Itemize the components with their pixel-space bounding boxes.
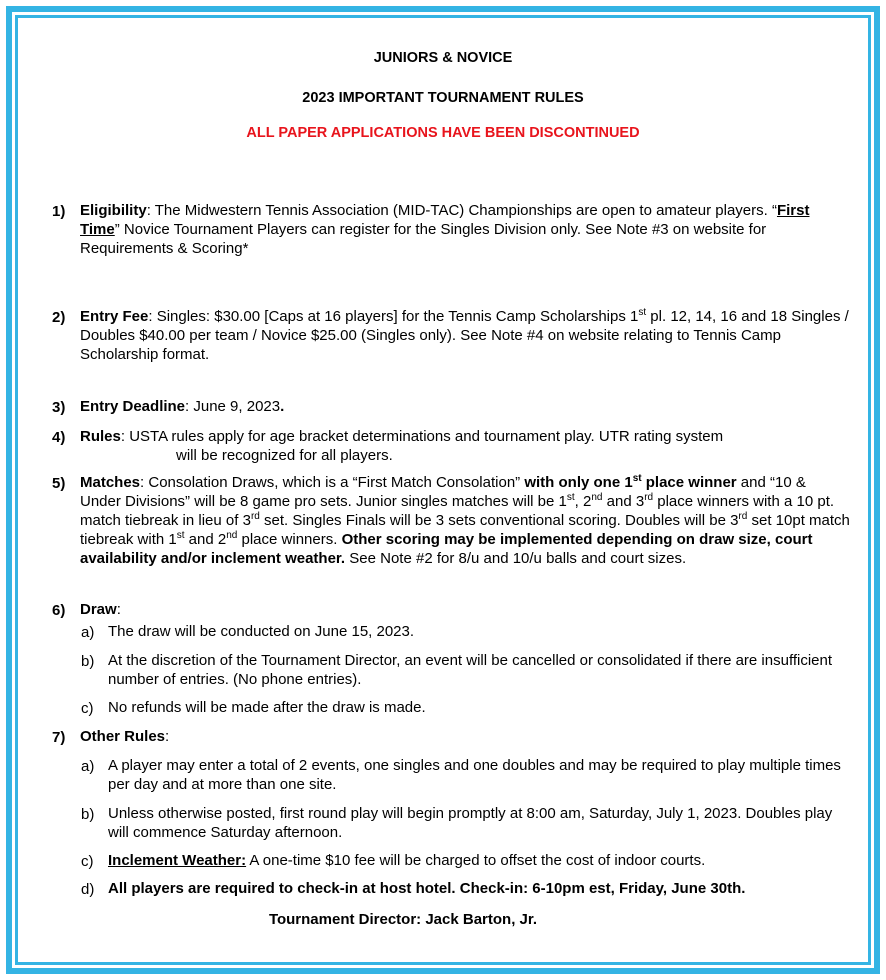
rule-title: Entry Deadline	[80, 398, 186, 415]
rule-number: 3)	[52, 399, 66, 416]
list-letter: b)	[81, 806, 95, 823]
rule-matches: Matches: Consolation Draws, which is a “First Match Consolation” with only one 1st place winner and “10 & Under Divisions” will be 8 game pro sets. Junior singles matches will be 1st, 2nd and 3rd place winners with a 10 pt. match tiebreak in lieu of 3rd set. Singles Finals will be 3 sets conventional scoring. Doubles will be 3rd set 10pt match tiebreak with 1st and 2nd place winners. Other scoring may be implemented depending on draw size, court availability and/or inclement weather. See Note #2 for 8/u and 10/u balls and court sizes.	[80, 473, 850, 567]
rule-title: Matches	[80, 474, 141, 491]
list-letter: b)	[81, 653, 95, 670]
notice-paper-applications: ALL PAPER APPLICATIONS HAVE BEEN DISCONTINUED	[246, 125, 640, 141]
rule-draw: Draw:	[80, 601, 121, 618]
list-letter: d)	[81, 881, 95, 898]
rule-entry-fee: Entry Fee: Singles: $30.00 [Caps at 16 players] for the Tennis Camp Scholarships 1st pl. 12, 14, 16 and 18 Singles / Doubles $40.00 per team / Novice $25.00 (Singles only). See Note #4 on website relating to Tennis Camp Scholarship format.	[80, 307, 849, 363]
list-item: Inclement Weather: A one-time $10 fee will be charged to offset the cost of indoor courts.	[108, 852, 706, 869]
rule-number: 2)	[52, 309, 66, 326]
inclement-weather-label: Inclement Weather:	[108, 852, 247, 869]
list-letter: c)	[81, 700, 94, 717]
first-time-label: First Time	[80, 202, 810, 238]
list-item: All players are required to check-in at host hotel. Check-in: 6-10pm est, Friday, June 30th.	[108, 880, 746, 897]
tournament-director: Tournament Director: Jack Barton, Jr.	[268, 911, 538, 928]
rule-entry-deadline: Entry Deadline: June 9, 2023.	[80, 398, 285, 415]
rule-number: 5)	[52, 475, 66, 492]
rule-title: Other Rules	[80, 728, 166, 745]
rule-number: 4)	[52, 429, 66, 446]
list-letter: c)	[81, 853, 94, 870]
rule-title: Eligibility	[80, 202, 147, 219]
rule-number: 6)	[52, 602, 66, 619]
list-item: At the discretion of the Tournament Director, an event will be cancelled or consolidated if there are insufficient number of entries. (No phone entries).	[108, 652, 833, 688]
rule-number: 1)	[52, 203, 66, 220]
list-item: Unless otherwise posted, first round play will begin promptly at 8:00 am, Saturday, July 1, 2023. Doubles play will commence Saturday afternoon.	[108, 805, 833, 841]
list-letter: a)	[81, 624, 95, 641]
heading-tournament-rules: 2023 IMPORTANT TOURNAMENT RULES	[302, 90, 584, 106]
rule-title: Entry Fee	[80, 308, 149, 325]
rule-eligibility: Eligibility: The Midwestern Tennis Association (MID-TAC) Championships are open to amateur players. “First Time” Novice Tournament Players can register for the Singles Division only. See Note #3 on website for Requirements & Scoring*	[80, 202, 810, 257]
rule-rules: Rules: USTA rules apply for age bracket determinations and tournament play. UTR rating system will be recognized for all players.	[80, 428, 724, 464]
rule-title: Draw	[80, 601, 117, 618]
list-letter: a)	[81, 758, 95, 775]
list-item: A player may enter a total of 2 events, one singles and one doubles and may be required to play multiple times per day and at more than one site.	[108, 757, 841, 793]
list-item: The draw will be conducted on June 15, 2023.	[108, 623, 415, 640]
rule-number: 7)	[52, 729, 66, 746]
rule-title: Rules	[80, 428, 121, 445]
rule-other-rules: Other Rules:	[80, 728, 170, 745]
list-item: No refunds will be made after the draw is made.	[108, 699, 426, 716]
heading-juniors-novice: JUNIORS & NOVICE	[373, 50, 513, 66]
